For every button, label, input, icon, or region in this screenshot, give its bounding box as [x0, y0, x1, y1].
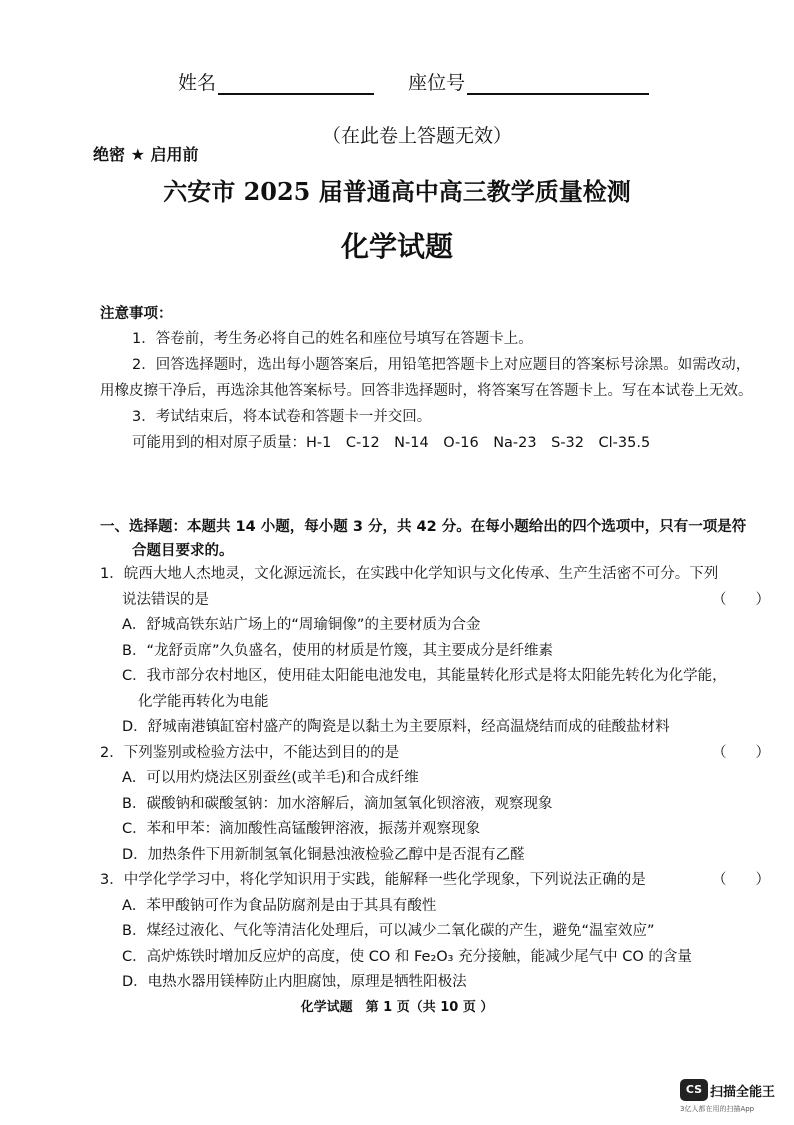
option: C．高炉炼铁时增加反应炉的高度，使 CO 和 Fe₂O₃ 充分接触，能减少尾气中 CO 的含量 [122, 948, 692, 965]
option: C．我市部分农村地区，使用硅太阳能电池发电，其能量转化形式是将太阳能先转化为化学能， [122, 668, 727, 684]
option: D．加热条件下用新制氢氧化铜悬浊液检验乙醇中是否混有乙醛 [122, 846, 525, 863]
subject-title: 化学试题 [340, 230, 453, 263]
option: A．苯甲酸钠可作为食品防腐剂是由于其具有酸性 [122, 897, 437, 914]
question-3-stem: 3．中学化学学习中，将化学知识用于实践，能解释一些化学现象，下列说法正确的是 （ ） [100, 868, 770, 894]
answer-bracket: （ ） [712, 872, 770, 888]
notes-heading: 注意事项： [100, 306, 173, 322]
name-seat-row [178, 68, 649, 95]
scanner-watermark [680, 1079, 776, 1113]
option: D．舒城南港镇缸窑村盛产的陶瓷是以黏土为主要原料，经高温烧结而成的硅酸盐材料 [122, 719, 670, 735]
invalid-note: （在此卷上答题无效） [322, 125, 513, 147]
option: B．碳酸钠和碳酸氢钠：加水溶解后，滴加氢氧化钡溶液，观察现象 [122, 795, 553, 812]
section-heading [100, 515, 770, 563]
option-cont: 化学能再转化为电能 [138, 693, 269, 710]
name-label: 姓名 [178, 72, 217, 94]
name-blank [218, 75, 374, 95]
secret-mark: 绝密 ★ 启用前 [93, 145, 199, 164]
watermark-tagline: 3亿人都在用的扫描App [680, 1105, 755, 1113]
page-footer: 化学试题 第 1 页（共 10 页 ） [300, 1000, 494, 1015]
option: A．可以用灼烧法区别蚕丝(或羊毛)和合成纤维 [122, 770, 419, 786]
option: B．“龙舒贡席”久负盛名，使用的材质是竹篾，其主要成分是纤维素 [122, 642, 553, 659]
question-1-stem-cont: 说法错误的是 （ ） [100, 588, 770, 614]
seat-label: 座位号 [408, 72, 466, 94]
option: D．电热水器用镁棒防止内胆腐蚀，原理是牺牲阳极法 [122, 974, 467, 990]
notes-block [100, 302, 760, 456]
notes-item: 2．回答选择题时，选出每小题答案后，用铅笔把答题卡上对应题目的答案标号涂黑。如需改动，用橡皮擦干净后，再选涂其他答案标号。回答非选择题时，将答案写在答题卡上。写在本试卷上无效。 [100, 357, 753, 399]
question-2-stem: 2．下列鉴别或检验方法中，不能达到目的的是 （ ） [100, 741, 770, 767]
option: C．苯和甲苯：滴加酸性高锰酸钾溶液，振荡并观察现象 [122, 821, 481, 837]
seat-blank [467, 75, 649, 95]
section-line-2: 合题目要求的。 [132, 543, 234, 559]
answer-bracket: （ ） [712, 591, 770, 608]
exam-title: 六安市 2025 届普通高中高三教学质量检测 [163, 177, 631, 206]
notes-item: 1．答卷前，考生务必将自己的姓名和座位号填写在答题卡上。 [132, 331, 533, 347]
answer-bracket: （ ） [712, 744, 770, 761]
question-1-stem: 1．皖西大地人杰地灵，文化源远流长，在实践中化学知识与文化传承、生产生活密不可分。下列 [100, 566, 719, 582]
watermark-name: 扫描全能王 [710, 1084, 776, 1100]
questions-block [100, 562, 770, 996]
camscanner-logo-icon: CS [680, 1079, 708, 1101]
atomic-mass-line: 可能用到的相对原子质量：H-1 C-12 N-14 O-16 Na-23 S-32 Cl-35.5 [132, 435, 651, 451]
notes-item: 3．考试结束后，将本试卷和答题卡一并交回。 [132, 409, 432, 425]
option: A．舒城高铁东站广场上的“周瑜铜像”的主要材质为合金 [122, 617, 481, 633]
option: B．煤经过液化、气化等清洁化处理后，可以减少二氧化碳的产生，避免“温室效应” [122, 923, 655, 939]
section-line-1: 一、选择题：本题共 14 小题，每小题 3 分，共 42 分。在每小题给出的四个选项中，只有一项是符 [100, 519, 747, 535]
